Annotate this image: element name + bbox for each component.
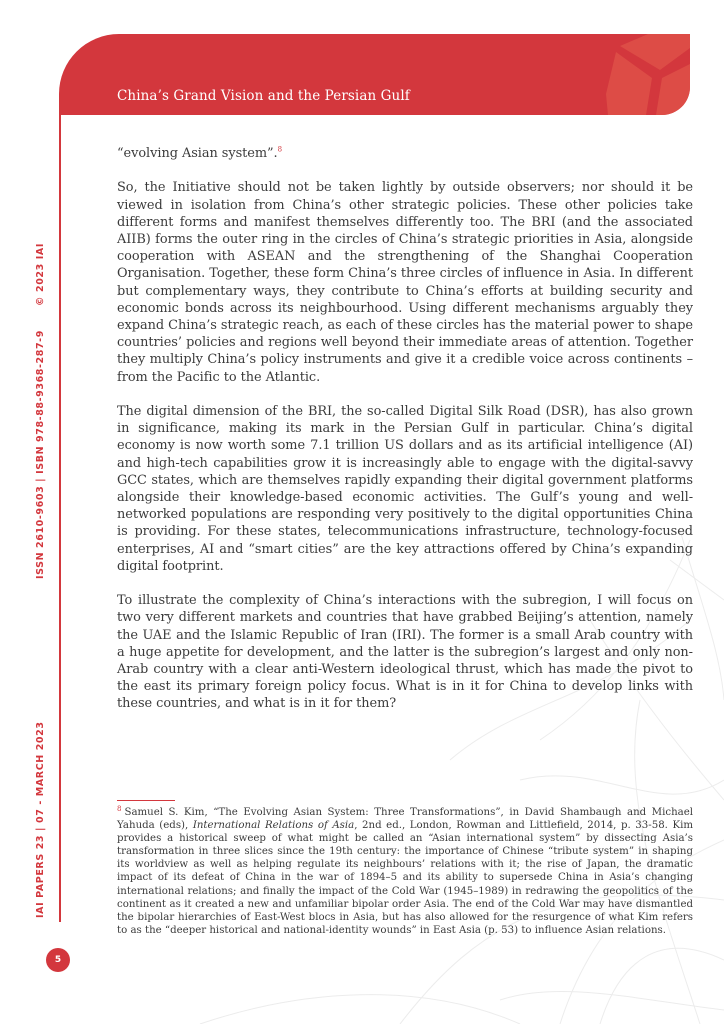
page-number: 5	[46, 948, 70, 972]
copyright-label: © 2023 IAI	[35, 243, 46, 306]
document-title: China’s Grand Vision and the Persian Gulf	[117, 88, 410, 104]
body-paragraph: The digital dimension of the BRI, the so-called Digital Silk Road (DSR), has also grown in significance, making its mark in the Persian Gulf in particular. China’s digital economy is now worth some 7.1 trillion US dollars and as its artificial intelligence (AI) and high-tech capabilities grow it is increasingly able to engage with the digital-savvy GCC states, which are themselves rapidly expanding their digital government platforms alongside their knowledge-based economic activities. The Gulf’s young and well-networked populations are responding very positively to the digital opportunities China is providing. For these states, telecommunications infrastructure, technology-focused enterprises, AI and “smart cities” are the key attractions offered by China’s expanding digital footprint.	[117, 404, 693, 574]
footnote-number: 8	[117, 804, 122, 813]
footnote-book-title: International Relations of Asia	[192, 820, 355, 832]
series-label: IAI PAPERS 23 | 07 - MARCH 2023	[35, 721, 46, 918]
footnote-text-end: , 2nd ed., London, Rowman and Littlefield, 2014, p. 33-58. Kim provides a historical sweep of what might be called an “Asian international system” by dissecting Asia’s transformation in three slices since the 19th century: the importance of Chinese “tribute system” in shaping its worldview as well as helping regulate its neighbours’ relations with it; the rise of Japan, the dramatic impact of its defeat of China in the war of 1894–5 and its ability to supersede China in Asia’s changing international relations; and finally the impact of the Cold War (1945–1989) in redrawing the geopolitics of the continent as it created a new and unfamiliar bipolar order Asia. The end of the Cold War may have dismantled the bipolar hierarchies of East-West blocs in Asia, but has also allowed for the resurgence of what Kim refers to as the “deeper historical and national-identity wounds” in East Asia (p. 53) to influence Asian relations.	[117, 820, 694, 936]
footnote-reference[interactable]: 8	[277, 145, 283, 154]
body-content	[117, 145, 693, 730]
header-bar	[59, 34, 690, 115]
intro-line-text: “evolving Asian system”.	[117, 146, 278, 161]
footnote-text-start: Samuel S. Kim, “The Evolving Asian System: Three Transformations”, in David Shambaugh and Michael Yahuda (eds),	[117, 807, 693, 832]
iai-cube-logo-icon	[590, 34, 690, 115]
body-paragraph: To illustrate the complexity of China’s interactions with the subregion, I will focus on two very different markets and countries that have grabbed Beijing’s attention, namely the UAE and the Islamic Republic of Iran (IRI). The former is a small Arab country with a huge appetite for development, and the latter is the subregion’s largest and only non-Arab country with a clear anti-Western ideological thrust, which has made the pivot to the east its primary foreign policy focus. What is in it for China to develop links with these countries, and what is in it for them?	[117, 593, 693, 712]
footnote	[117, 806, 693, 937]
footnote-divider	[117, 800, 175, 801]
left-margin-rule	[59, 115, 61, 922]
body-paragraph: So, the Initiative should not be taken lightly by outside observers; nor should it be viewed in isolation from China’s other strategic policies. These other policies take different forms and manifest themselves differently too. The BRI (and the associated AIIB) forms the outer ring in the circles of China’s strategic priorities in Asia, alongside cooperation with ASEAN and the strengthening of the Shanghai Cooperation Organisation. Together, these form China’s three circles of influence in Asia. In different but complementary ways, they contribute to China’s efforts at building security and economic bonds across its neighbourhood. Using different mechanisms arguably they expand China’s strategic reach, as each of these circles has the material power to shape countries’ policies and regions well beyond their immediate areas of attention. Together they multiply China’s policy instruments and give it a credible voice across continents – from the Pacific to the Atlantic.	[117, 180, 693, 385]
intro-line	[117, 145, 693, 162]
issn-isbn-label: ISSN 2610-9603 | ISBN 978-88-9368-287-9	[35, 330, 46, 579]
